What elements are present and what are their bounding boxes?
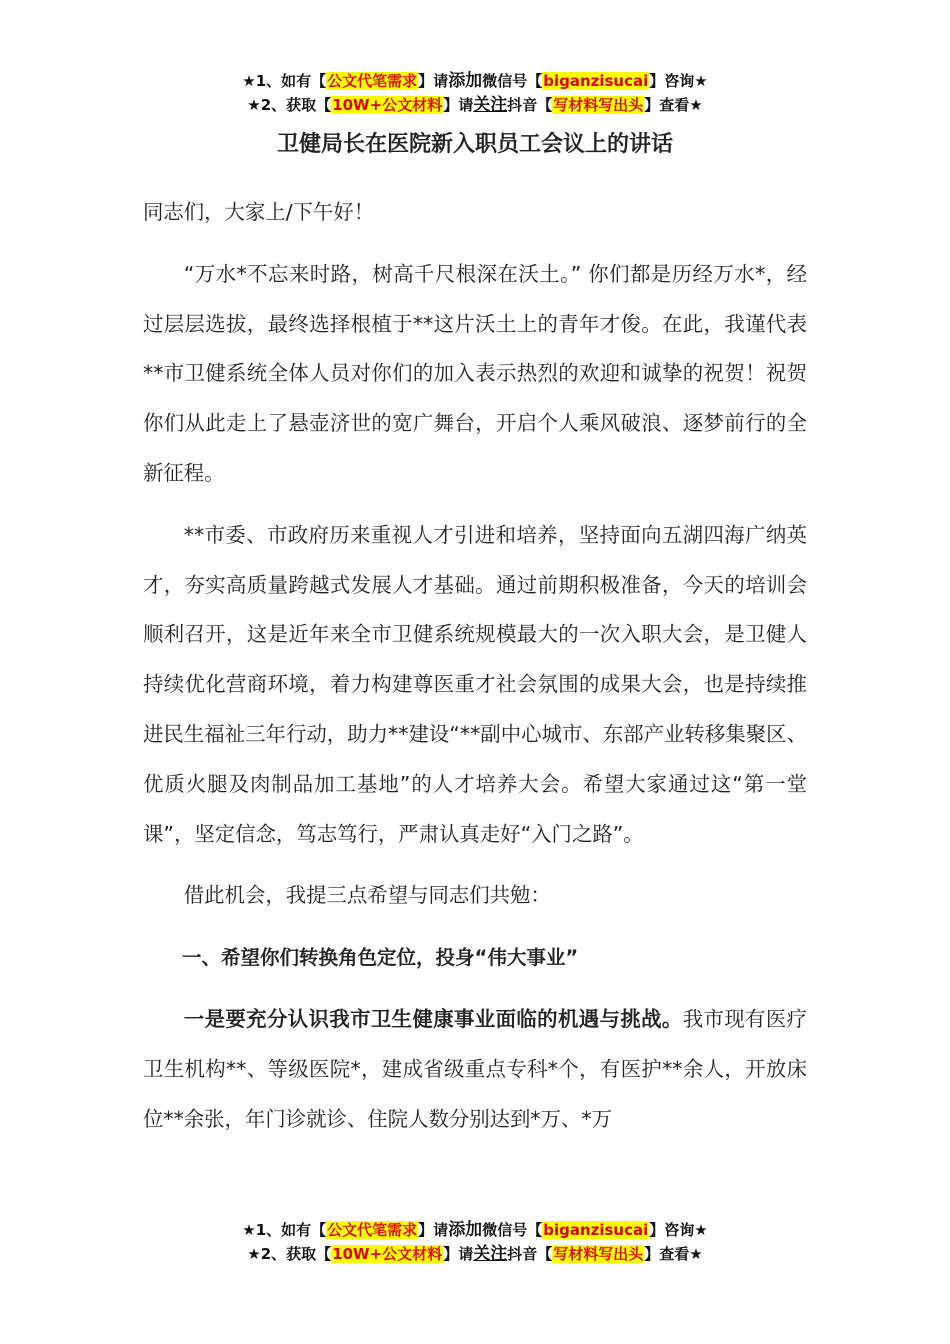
document-title: 卫健局长在医院新入职员工会议上的讲话 [276, 132, 673, 157]
document-body [143, 188, 807, 1156]
paragraph-text: 我市现有医疗卫生机构**、等级医院*，建成省级重点专科*个，有医护**余人，开放床位**余张，年门诊就诊、住院人数分别达到*万、*万 [143, 1006, 808, 1131]
banner-text: 】查看★ [644, 96, 703, 114]
banner-text: 】咨询★ [649, 72, 708, 90]
banner-text: 】请 [418, 72, 449, 90]
banner-highlight: 写材料写出头 [553, 96, 644, 114]
paragraph: **市委、市政府历来重视人才引进和培养，坚持面向五湖四海广纳英才，夯实高质量跨越式发展人才基础。通过前期积极准备，今天的培训会顺利召开，这是近年来全市卫健系统规模最大的一次入职大会，是卫健人持续优化营商环境，着力构建尊医重才社会氛围的成果大会，也是持续推进民生福祉三年行动，助力**建设“**副中心城市、东部产业转移集聚区、优质火腿及肉制品加工基地”的人才培养大会。希望大家通过这“第一堂课”，坚定信念，笃志笃行，严肃认真走好“入门之路”。 [143, 522, 807, 846]
banner-highlight: biganzisucai [543, 72, 649, 90]
paragraph: 借此机会，我提三点希望与同志们共勉： [183, 883, 551, 908]
banner-text: 微信号【 [482, 1221, 543, 1239]
banner-text: ★2、获取【 [247, 1245, 332, 1263]
banner-highlight: 公文代笔需求 [327, 72, 418, 90]
greeting: 同志们，大家上/下午好！ [143, 200, 375, 224]
banner-text: 抖音【 [507, 1245, 553, 1263]
banner-line-2 [0, 93, 950, 117]
banner-highlight: 10W+公文材料 [332, 1245, 443, 1263]
paragraph: “万水*不忘来时路，树高千尺根深在沃土。” 你们都是历经万水*，经过层层选拔，最终选择根植于**这片沃土上的青年才俊。在此，我谨代表**市卫健系统全体人员对你们的加入表示热烈的欢迎和诚挚的祝贺！祝贺你们从此走上了悬壶济世的宽广舞台，开启个人乘风破浪、逐梦前行的全新征程。 [143, 261, 807, 485]
banner-emphasis: 关注 [473, 1244, 508, 1264]
banner-text: 】查看★ [644, 1245, 703, 1263]
banner-line-1 [0, 69, 950, 93]
banner-line-1 [0, 1218, 950, 1242]
footer-banner [0, 1218, 950, 1266]
banner-text: 抖音【 [507, 96, 553, 114]
section-heading: 一、希望你们转换角色定位，投身“伟大事业” [182, 946, 579, 970]
paragraph-lead: 一是要充分认识我市卫生健康事业面临的机遇与挑战。 [183, 1006, 683, 1031]
banner-emphasis: 关注 [473, 95, 508, 115]
banner-line-2 [0, 1242, 950, 1266]
banner-text: 微信号【 [482, 72, 543, 90]
banner-text: 】请 [443, 96, 474, 114]
banner-text: 】咨询★ [649, 1221, 708, 1239]
banner-highlight: 公文代笔需求 [327, 1221, 418, 1239]
banner-emphasis: 添加 [448, 1220, 483, 1240]
header-banner [0, 69, 950, 117]
banner-text: ★1、如有【 [242, 72, 327, 90]
banner-text: 】请 [418, 1221, 449, 1239]
banner-text: ★1、如有【 [242, 1221, 327, 1239]
banner-text: ★2、获取【 [247, 96, 332, 114]
banner-highlight: biganzisucai [543, 1221, 649, 1239]
paragraph [143, 995, 807, 1144]
banner-text: 】请 [443, 1245, 474, 1263]
banner-highlight: 写材料写出头 [553, 1245, 644, 1263]
banner-emphasis: 添加 [448, 71, 483, 91]
banner-highlight: 10W+公文材料 [332, 96, 443, 114]
